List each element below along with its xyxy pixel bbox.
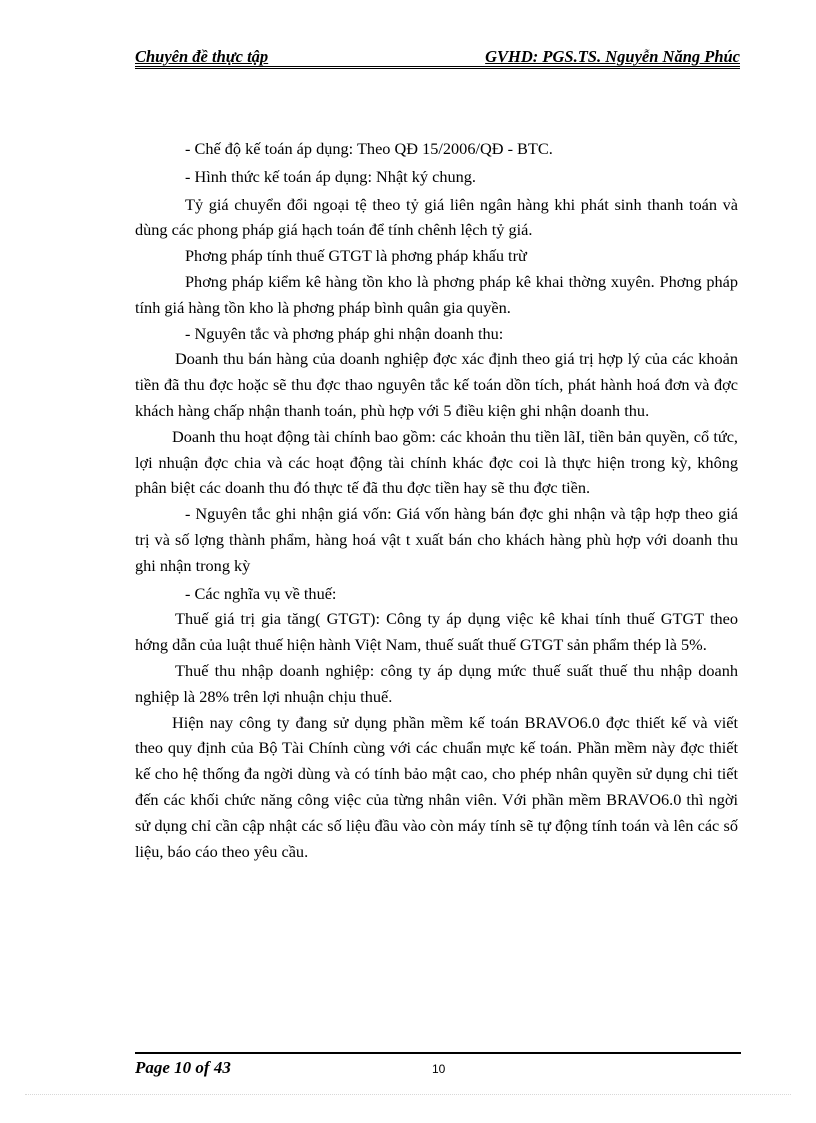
paragraph: - Hình thức kế toán áp dụng: Nhật ký chung. [185,166,476,186]
paragraph: Phơng pháp tính thuế GTGT là phơng pháp khấu trừ [185,246,527,266]
paragraph: Phơng pháp kiểm kê hàng tồn kho là phơng pháp kê khai thờng xuyên. Phơng pháp tính giá hàng tồn kho là phơng pháp bình quân gia quyền. [135,271,738,317]
paragraph: Thuế giá trị gia tăng( GTGT): Công ty áp dụng việc kê khai tính thuế GTGT theo hớng dẫn của luật thuế hiện hành Việt Nam, thuế suất thuế GTGT sản phẩm thép là 5%. [135,609,738,655]
footer-page-number: 10 [432,1062,446,1076]
page-header [135,47,740,69]
paragraph: Tỷ giá chuyển đổi ngoại tệ theo tỷ giá liên ngân hàng khi phát sinh thanh toán và dùng các phong pháp giá hạch toán để tính chênh lệch tỷ giá. [135,194,738,240]
header-supervisor: GVHD: PGS.TS. Nguyễn Năng Phúc [485,47,740,66]
paragraph: - Các nghĩa vụ về thuế: [185,583,337,603]
header-title: Chuyên đề thực tập [135,47,269,66]
document-body [135,136,738,864]
header-rule-secondary [135,68,740,69]
page-bottom-dotted-rule [25,1094,791,1095]
paragraph: Hiện nay công ty đang sử dụng phần mềm kế toán BRAVO6.0 đợc thiết kế và viết theo quy định của Bộ Tài Chính cùng với các chuẩn mực kế toán. Phần mềm này đợc thiết kế cho hệ thống đa ngời dùng và có tính bảo mật cao, cho phép nhân quyền sử dụng chi tiết đến các khối chức năng công việc của từng nhân viên. Với phần mềm BRAVO6.0 thì ngời sử dụng chỉ cần cập nhật các số liệu đầu vào còn máy tính sẽ tự động tính toán và lên các số liệu, báo cáo theo yêu cầu. [135,712,738,861]
footer-page-label: Page 10 of 43 [135,1058,231,1077]
paragraph: - Chế độ kế toán áp dụng: Theo QĐ 15/2006/QĐ - BTC. [185,139,553,158]
paragraph: - Nguyên tắc ghi nhận giá vốn: Giá vốn hàng bán đợc ghi nhận và tập hợp theo giá trị và số lợng thành phẩm, hàng hoá vật t xuất bán cho khách hàng phù hợp với doanh thu ghi nhận trong kỳ [135,504,738,575]
paragraph: Doanh thu hoạt động tài chính bao gồm: các khoản thu tiền lãI, tiền bản quyền, cổ tức, lợi nhuận đợc chia và các hoạt động tài chính khác đợc coi là thực hiện trong kỳ, không phân biệt các doanh thu đó thực tế đã thu đợc tiền hay sẽ thu đợc tiền. [135,426,738,498]
paragraph: - Nguyên tắc và phơng pháp ghi nhận doanh thu: [185,323,504,343]
header-rule [135,66,740,67]
paragraph: Thuế thu nhập doanh nghiệp: công ty áp dụng mức thuế suất thuế thu nhập doanh nghiệp là 28% trên lợi nhuận chịu thuế. [135,660,738,706]
paragraph: Doanh thu bán hàng của doanh nghiệp đợc xác định theo giá trị hợp lý của các khoản tiền đã thu đợc hoặc sẽ thu đợc thao nguyên tắc kế toán dồn tích, phát hành hoá đơn và đợc khách hàng chấp nhận thanh toán, phù hợp với 5 điều kiện ghi nhận doanh thu. [135,349,738,420]
footer-rule [135,1052,741,1054]
